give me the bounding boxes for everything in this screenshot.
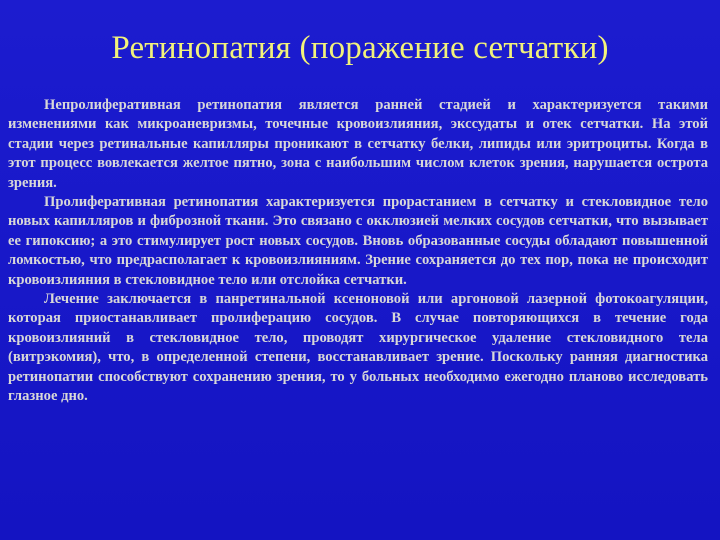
paragraph-nonproliferative: Непролиферативная ретинопатия является ранней стадией и характеризуется такими изменениями как микроаневризмы, точечные кровоизлияния, экссудаты и отек сетчатки. На этой стадии через ретинальные капилляры проникают в сетчатку белки, липиды или эритроциты. Когда в этот процесс вовлекается желтое пятно, зона с наибольшим числом клеток зрения, нарушается острота зрения. — [8, 97, 708, 191]
paragraph-proliferative: Пролиферативная ретинопатия характеризуется прорастанием в сетчатку и стекловидное тело новых капилляров и фиброзной ткани. Это связано с окклюзией мелких сосудов сетчатки, что вызывает ее гипоксию; а это стимулирует рост новых сосудов. Вновь образованные сосуды обладают повышенной ломкостью, что предрасполагает к кровоизлияниям. Зрение сохраняется до тех пор, пока не происходит кровоизлияния в стекловидное тело или отслойка сетчатки. — [8, 194, 708, 288]
slide-title: Ретинопатия (поражение сетчатки) — [111, 30, 609, 66]
paragraph-treatment: Лечение заключается в панретинальной ксеноновой или аргоновой лазерной фотокоагуляции, которая приостанавливает пролиферацию сосудов. В случае повторяющихся в течение года кровоизлияний в стекловидное тело, проводят хирургическое удаление стекловидного тела (витрэкомия), что, в определенной степени, восстанавливает зрение. Поскольку ранняя диагностика ретинопатии способствуют сохранению зрения, то у больных необходимо ежегодно планово исследовать глазное дно. — [8, 291, 708, 405]
slide-body — [8, 96, 708, 407]
